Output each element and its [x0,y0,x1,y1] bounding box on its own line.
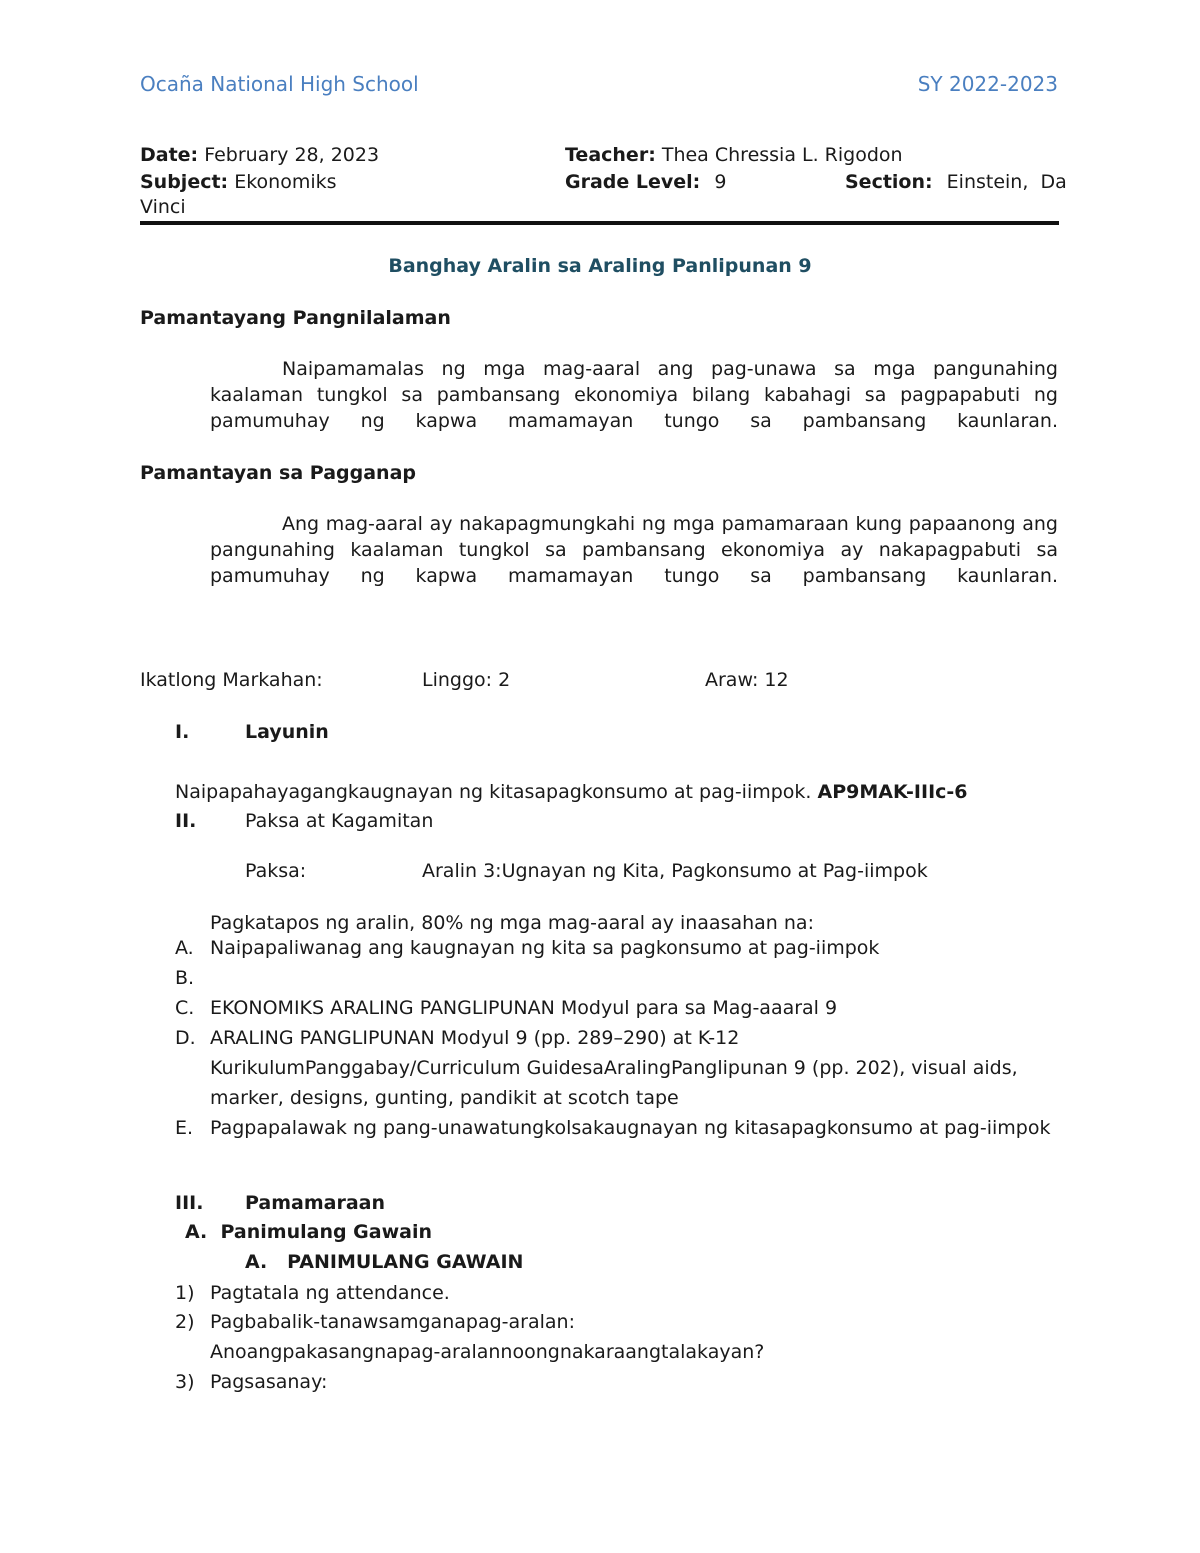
section-line [845,171,1067,193]
topic-heading: Paksa at Kagamitan [245,810,434,832]
topic-numeral: II. [175,810,197,832]
paksa-value: Aralin 3:Ugnayan ng Kita, Pagkonsumo at Pag-iimpok [422,860,928,882]
date-line [140,144,379,166]
list-item-text: marker, designs, gunting, pandikit at scotch tape [210,1087,679,1109]
list-item-text: Naipapaliwanag ang kaugnayan ng kita sa pagkonsumo at pag-iimpok [210,937,880,959]
date-label: Date: [140,144,199,166]
subject-wrap: Vinci [140,196,186,218]
header-divider [140,221,1059,225]
list-item-text: Pagpapalawak ng pang-unawatungkolsakaugnayan ng kitasapagkonsumo at pag-iimpok [210,1117,1051,1139]
teacher-line [565,144,903,166]
school-year: SY 2022-2023 [917,72,1058,96]
day-label: Araw: 12 [705,669,789,691]
list-letter: B. [175,967,195,989]
list-letter: C. [175,997,195,1019]
grade-label: Grade Level: [565,171,701,193]
section-value: Einstein, Da [946,171,1067,193]
list-letter: E. [175,1117,194,1139]
objectives-code: AP9MAK-IIIc-6 [817,781,968,803]
content-standard-heading: Pamantayang Pangnilalaman [140,307,451,329]
step-text: Pagbabalik-tanawsamganapag-aralan: [210,1311,575,1333]
paksa-label: Paksa: [245,860,307,882]
performance-standard-text: Ang mag-aaral ay nakapagmungkahi ng mga pamamaraan kung papaanong ang pangunahing kaalaman tungkol sa pambansang ekonomiya ay nakapagpabuti sa pamumuhay ng kapwa mamamayan tungo sa pambansang kaunlaran. [210,513,1058,587]
week-label: Linggo: 2 [422,669,511,691]
school-name: Ocaña National High School [140,72,419,96]
procedure-numeral: III. [175,1192,204,1214]
grade-value: 9 [714,171,727,193]
procedure-heading: Pamamaraan [245,1192,386,1214]
objectives-text: Naipapahayagangkaugnayan ng kitasapagkonsumo at pag-iimpok. [175,781,812,803]
objectives-heading: Layunin [245,721,329,743]
section-label: Section: [845,171,933,193]
page-title: Banghay Aralin sa Araling Panlipunan 9 [388,255,812,277]
date-value: February 28, 2023 [204,144,380,166]
teacher-value: Thea Chressia L. Rigodon [661,144,903,166]
list-item-text: ARALING PANGLIPUNAN Modyul 9 (pp. 289–290) at K-12 [210,1027,740,1049]
procedure-sub-a-caps: A. PANIMULANG GAWAIN [245,1251,524,1273]
list-item-text: EKONOMIKS ARALING PANGLIPUNAN Modyul para sa Mag-aaaral 9 [210,997,838,1019]
step-text: Anoangpakasangnapag-aralannoongnakaraangtalakayan? [210,1341,765,1363]
list-letter: D. [175,1027,196,1049]
teacher-label: Teacher: [565,144,656,166]
performance-standard-heading: Pamantayan sa Pagganap [140,462,417,484]
step-text: Pagtatala ng attendance. [210,1282,450,1304]
grade-line [565,171,726,193]
list-item-text: KurikulumPanggabay/Curriculum GuidesaAralingPanglipunan 9 (pp. 202), visual aids, [210,1057,1018,1079]
objectives-line [175,781,968,803]
quarter-label: Ikatlong Markahan: [140,669,323,691]
step-number: 3) [175,1371,195,1393]
topic-intro: Pagkatapos ng aralin, 80% ng mga mag-aaral ay inaasahan na: [210,912,814,934]
subject-value: Ekonomiks [234,171,337,193]
subject-label: Subject: [140,171,229,193]
content-standard-text: Naipamamalas ng mga mag-aaral ang pag-unawa sa mga pangunahing kaalaman tungkol sa pambansang ekonomiya bilang kabahagi sa pagpapabuti ng pamumuhay ng kapwa mamamayan tungo sa pambansang kaunlaran. [210,358,1058,432]
objectives-numeral: I. [175,721,190,743]
list-letter: A. [175,937,194,959]
step-text: Pagsasanay: [210,1371,328,1393]
procedure-sub-a: A. Panimulang Gawain [185,1221,433,1243]
step-number: 2) [175,1311,195,1333]
subject-line [140,171,337,193]
step-number: 1) [175,1282,195,1304]
